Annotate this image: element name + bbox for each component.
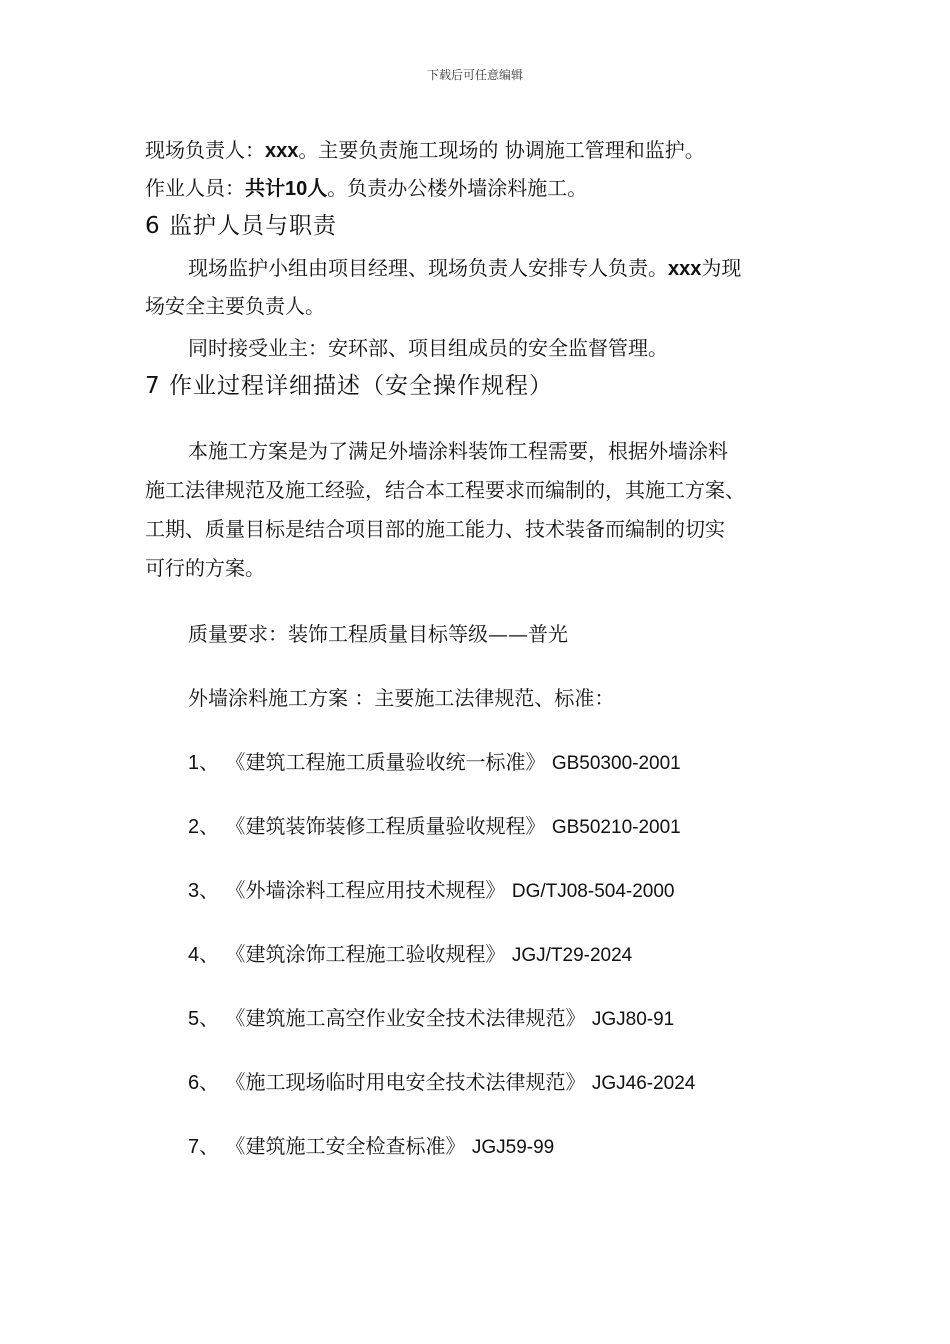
item-code: GB50300-2001	[551, 753, 681, 774]
list-item	[188, 752, 681, 773]
item-number: 1、	[188, 752, 220, 774]
item-code: JGJ59-99	[471, 1137, 555, 1158]
text: 。主要负责施工现场的 协调施工管理和监护。	[298, 138, 705, 162]
name-value: xxx	[668, 258, 702, 280]
count-value: 共计10人	[245, 178, 328, 200]
item-code: JGJ80-91	[591, 1009, 675, 1030]
paragraph-monitoring	[188, 258, 741, 279]
list-item	[188, 1136, 554, 1157]
item-code: DG/TJ08-504-2000	[511, 881, 675, 902]
label: 现场负责人：	[145, 138, 265, 162]
text: 现场监护小组由项目经理、现场负责人安排专人负责。	[188, 256, 668, 280]
item-code: JGJ46-2024	[591, 1073, 696, 1094]
paragraph-plan-line: 施工法律规范及施工经验，结合本工程要求而编制的，其施工方案、	[145, 478, 745, 502]
paragraph-workers	[145, 178, 587, 199]
list-item	[188, 816, 681, 837]
item-number: 4、	[188, 944, 220, 966]
list-item	[188, 1008, 674, 1029]
paragraph-standards-intro: 外墙涂料施工方案 ：主要施工法律规范、标准：	[188, 686, 615, 710]
item-code: JGJ/T29-2024	[511, 945, 633, 966]
list-item	[188, 880, 675, 901]
paragraph-plan-line: 本施工方案是为了满足外墙涂料装饰工程需要，根据外墙涂料	[188, 439, 728, 463]
item-title: 《建筑施工高空作业安全技术法律规范》	[225, 1006, 586, 1030]
paragraph-plan-line: 工期、质量目标是结合项目部的施工能力、技术装备而编制的切实	[145, 517, 725, 541]
item-title: 《建筑涂饰工程施工验收规程》	[225, 942, 506, 966]
item-number: 2、	[188, 816, 220, 838]
label: 作业人员：	[145, 176, 245, 200]
section-heading-6: 6 监护人员与职责	[145, 213, 337, 239]
paragraph-quality: 质量要求：装饰工程质量目标等级——普光	[188, 622, 568, 646]
item-title: 《建筑工程施工质量验收统一标准》	[225, 750, 546, 774]
paragraph-plan-line: 可行的方案。	[145, 556, 265, 580]
item-number: 6、	[188, 1072, 220, 1094]
item-code: GB50210-2001	[551, 817, 681, 838]
list-item	[188, 1072, 695, 1093]
item-title: 《建筑施工安全检查标准》	[225, 1134, 466, 1158]
page-header: 下载后可任意编辑	[426, 68, 523, 82]
paragraph-site-manager	[145, 140, 705, 161]
paragraph-supervision: 同时接受业主：安环部、项目组成员的安全监督管理。	[188, 336, 668, 360]
item-number: 7、	[188, 1136, 220, 1158]
list-item	[188, 944, 632, 965]
section-heading-7: 7 作业过程详细描述（安全操作规程）	[145, 373, 553, 399]
text: 为现	[701, 256, 742, 280]
name-value: xxx	[265, 140, 299, 162]
item-title: 《施工现场临时用电安全技术法律规范》	[225, 1070, 586, 1094]
item-number: 3、	[188, 880, 220, 902]
item-number: 5、	[188, 1008, 220, 1030]
text: 。负责办公楼外墙涂料施工。	[327, 176, 588, 200]
item-title: 《建筑装饰装修工程质量验收规程》	[225, 814, 546, 838]
paragraph-monitoring-cont: 场安全主要负责人。	[145, 294, 325, 318]
item-title: 《外墙涂料工程应用技术规程》	[225, 878, 506, 902]
